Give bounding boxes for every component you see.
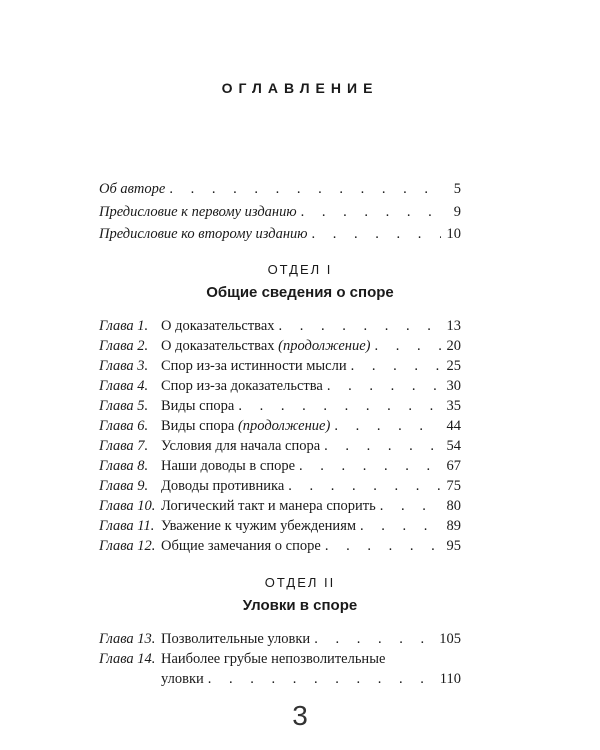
dot-leader [288,476,440,496]
chapter-title: Уважение к чужим убеждениям [161,518,357,534]
chapter-title-suffix: (продолжение) [237,418,331,434]
chapter-title: Доводы противника [161,478,285,494]
page-number: 13 [446,318,461,334]
page-number: 95 [446,538,461,554]
toc-entry-chapter[interactable] [99,396,461,416]
page-number: 9 [453,204,461,220]
chapter-title: Логический такт и манера спорить [161,498,376,514]
chapter-label: Глава 5. [99,398,149,414]
dot-leader [238,396,440,416]
dot-leader [380,496,441,516]
chapter-title-continuation: уловки [161,671,204,687]
page-number: 80 [446,498,461,514]
chapter-title: О доказательствах [161,318,275,334]
dot-leader [314,629,433,649]
page-folio-number: 3 [292,700,308,731]
toc-entry-chapter[interactable] [99,476,461,496]
entry-title: Об авторе [99,181,166,197]
entry-title: Предисловие ко второму изданию [99,226,308,242]
chapter-title: Спор из-за истинности мысли [161,358,347,374]
toc-entry-chapter[interactable] [99,416,461,436]
section-1-kicker: ОТДЕЛ I [267,262,333,277]
dot-leader [334,416,440,436]
chapter-title-suffix: (продолжение) [278,338,371,354]
chapter-title: О доказательствах (продолжение) [161,338,371,354]
toc-entry-preface-first[interactable] [99,202,461,222]
chapter-label: Глава 7. [99,438,149,454]
chapter-title: Наиболее грубые непозволительные [161,651,386,667]
chapter-title: Позволительные уловки [161,631,311,647]
dot-leader [325,536,441,556]
page-number: 44 [446,418,461,434]
toc-entry-chapter[interactable] [99,336,461,356]
page-number: 30 [446,378,461,394]
section-1-title: Общие сведения о споре [206,284,394,301]
dot-leader [169,179,441,199]
toc-entry-chapter-second-line[interactable] [161,669,461,689]
page-number: 35 [446,398,461,414]
page-number: 89 [446,518,461,534]
chapter-label: Глава 2. [99,338,149,354]
chapter-label: Глава 13. [99,631,156,647]
toc-entry-chapter[interactable] [99,536,461,556]
page-number: 75 [446,478,461,494]
toc-entry-chapter[interactable] [99,456,461,476]
page-number: 20 [446,338,461,354]
chapter-title: Условия для начала спора [161,438,321,454]
chapter-label: Глава 10. [99,498,156,514]
toc-entry-chapter[interactable] [99,436,461,456]
chapter-label: Глава 1. [99,318,149,334]
chapter-title: Общие замечания о споре [161,538,321,554]
toc-entry-chapter[interactable] [99,496,461,516]
dot-leader [360,516,440,536]
dot-leader [351,356,441,376]
chapter-title: Виды спора (продолжение) [161,418,331,434]
toc-entry-preface-second[interactable] [99,224,461,244]
dot-leader [279,316,441,336]
toc-entry-chapter[interactable] [99,316,461,336]
chapter-label: Глава 4. [99,378,149,394]
chapter-label: Глава 11. [99,518,155,534]
section-2-title: Уловки в споре [242,597,358,614]
dot-leader [301,202,441,222]
page-title: ОГЛАВЛЕНИЕ [221,80,379,96]
chapter-title: Наши доводы в споре [161,458,296,474]
page-number: 25 [446,358,461,374]
toc-entry-chapter[interactable] [99,629,461,649]
chapter-title: Спор из-за доказательства [161,378,323,394]
toc-entry-chapter[interactable] [99,516,461,536]
entry-title: Предисловие к первому изданию [99,204,297,220]
toc-entry-chapter[interactable] [99,376,461,396]
dot-leader [299,456,440,476]
chapter-label: Глава 14. [99,651,156,667]
dot-leader [375,336,441,356]
dot-leader [208,669,434,689]
chapter-label: Глава 9. [99,478,149,494]
dot-leader [312,224,441,244]
toc-entry-chapter[interactable] [99,356,461,376]
dot-leader [327,376,441,396]
chapter-label: Глава 12. [99,538,156,554]
toc-entry-about-author[interactable] [99,179,461,199]
chapter-label: Глава 8. [99,458,149,474]
dot-leader [324,436,440,456]
chapter-label: Глава 3. [99,358,149,374]
section-2-kicker: ОТДЕЛ II [264,575,336,590]
toc-entry-chapter-first-line[interactable] [99,649,461,669]
page-number: 105 [439,631,461,647]
page-number: 54 [446,438,461,454]
page-number: 5 [453,181,461,197]
chapter-title: Виды спора [161,398,235,414]
page-number: 110 [439,671,461,687]
page-number: 10 [446,226,461,242]
page-number: 67 [446,458,461,474]
chapter-label: Глава 6. [99,418,149,434]
